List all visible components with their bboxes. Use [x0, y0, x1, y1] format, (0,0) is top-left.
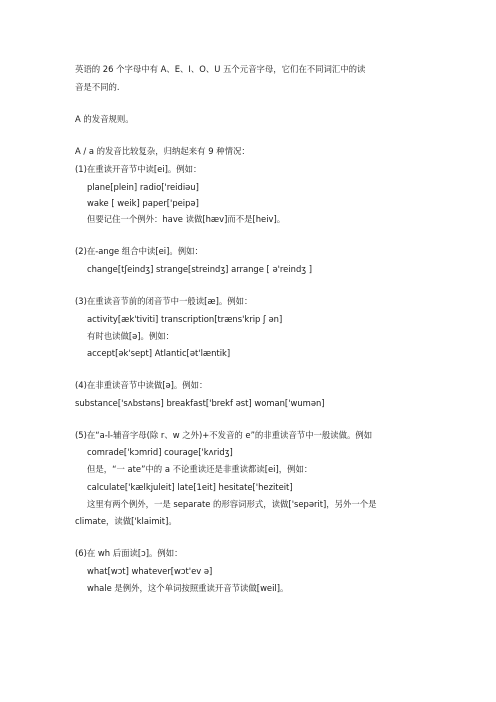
rule-3-examples-2: accept[ək'sept] Atlantic[ət'læntik]	[87, 348, 231, 358]
rule-4-heading: (4)在非重读音节中读做[ə]。例如：	[75, 380, 208, 390]
rule-6-examples: what[wɔt] whatever[wɔt'ev ə]	[87, 566, 213, 576]
rule-5-note: 但是，“一 ate”中的 a 不论重读还是非重读都读[ei]，例如：	[87, 464, 313, 474]
rule-6-exception: whale 是例外，这个单词按照重读开音节读做[weil]。	[87, 583, 289, 593]
rule-5-exception-1: 这里有两个例外，一是 separate 的形容词形式，读做['sepərit]，另外一个是	[87, 499, 377, 509]
rule-2-examples: change[tʃeindʒ] strange[streindʒ] arrange [ ə'reindʒ ]	[87, 264, 313, 274]
rule-5-heading: (5)在“a-l-辅音字母(除 r、w 之外)+不发音的 e”的非重读音节中一般读做。例如	[75, 430, 373, 440]
rule-5-exception-2: climate，读做['klaimit]。	[75, 516, 177, 526]
intro-line-1: 英语的 26 个字母中有 A、E、I、O、U 五个元音字母，它们在不同词汇中的读	[75, 64, 366, 74]
rule-5-examples-2: calculate['kælkjuleit] late[1eit] hesitate['heziteit]	[87, 482, 293, 492]
rule-1-exception: 但要记住一个例外：have 读做[hæv]而不是[heiv]。	[87, 214, 286, 224]
rule-3-heading: (3)在重读音节前的闭音节中一般读[æ]。例如：	[75, 296, 253, 306]
rule-4-examples: substance['sʌbstəns] breakfast['brekf əst] woman['wumən]	[75, 398, 325, 408]
intro-line-2: 音是不同的.	[75, 82, 120, 92]
rule-1-example-2: wake [ weik] paper['peipə]	[87, 198, 199, 208]
rule-1-heading: (1)在重读开音节中读[ei]。例如：	[75, 164, 202, 174]
rule-2-heading: (2)在-ange 组合中读[ei]。例如：	[75, 246, 203, 256]
rule-5-examples-1: comrade['kɔmrid] courage['kʌridʒ]	[87, 447, 233, 457]
summary-line: A / a 的发音比较复杂，归纳起来有 9 种情况：	[75, 146, 250, 156]
rule-3-note: 有时也读做[ə]。例如：	[87, 331, 175, 341]
rule-3-examples-1: activity[æk'tiviti] transcription[træns'krip ʃ ən]	[87, 314, 283, 324]
rule-6-heading: (6)在 wh 后面读[ɔ]。例如：	[75, 548, 183, 558]
rule-1-example-1: plane[plein] radio['reidiəu]	[87, 182, 199, 192]
section-heading-a: A 的发音规则。	[75, 114, 134, 124]
